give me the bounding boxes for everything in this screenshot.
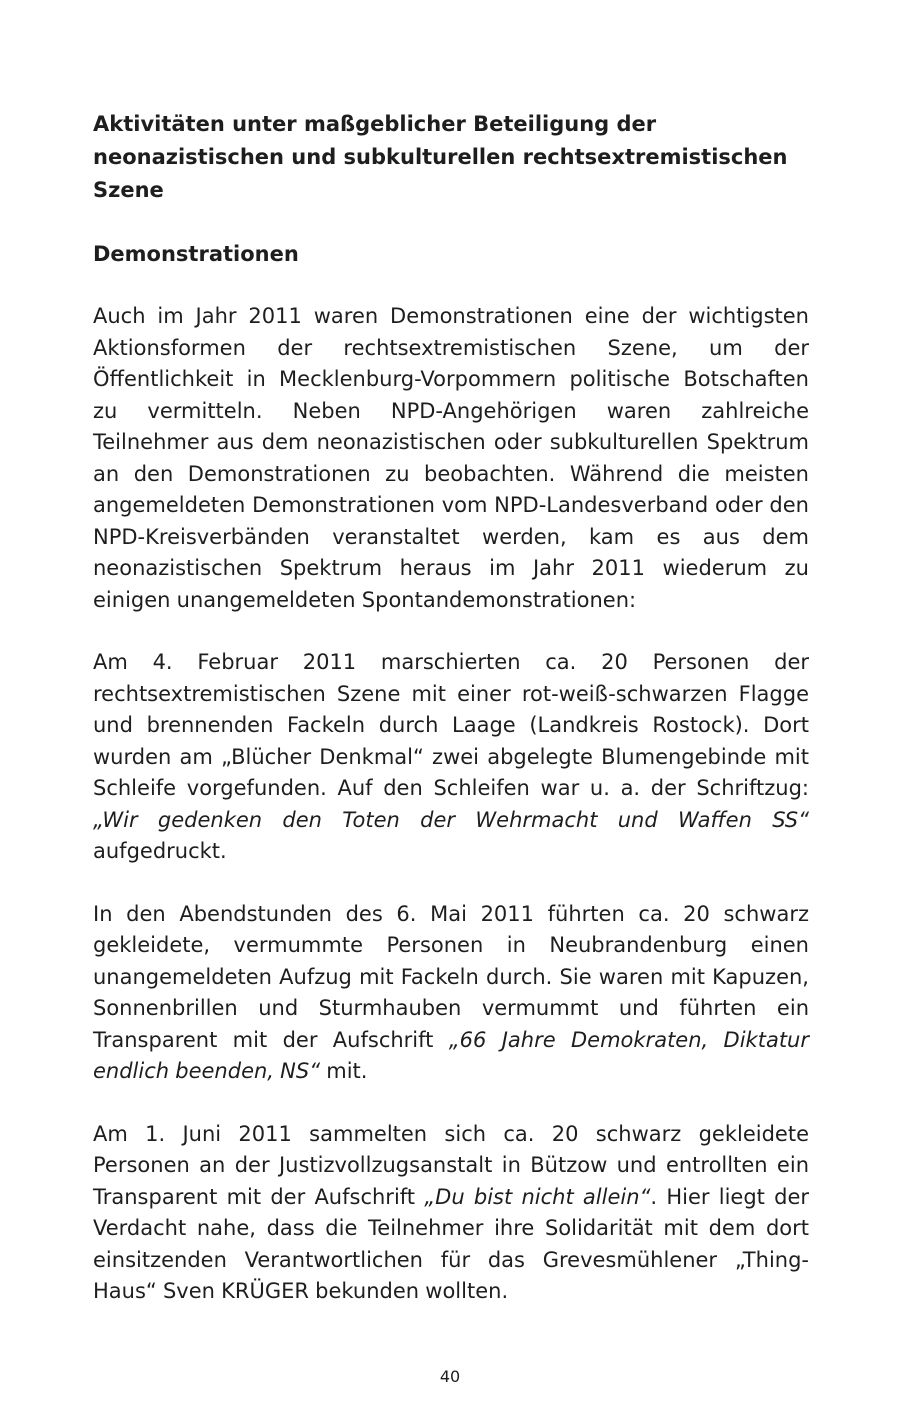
page-number: 40 (439, 1367, 461, 1386)
quote-text: „66 Jahre Demokraten, Diktatur endlich beenden, NS“ (93, 1027, 810, 1083)
paragraph-intro: Auch im Jahr 2011 waren Demonstrationen eine der wichtigsten Aktionsformen der rechtsextremistischen Szene, um der Öffentlichkeit in Mecklenburg-Vorpommern politische Botschaften zu vermitteln. Neben NPD-Angehörigen waren zahlreiche Teilnehmer aus dem neonazistischen oder subkulturellen Spektrum an den Demonstrationen zu beobachten. Während die meisten angemeldeten Demonstrationen vom NPD-Landesverband oder den NPD-Kreisverbänden veranstaltet werden, kam es aus dem neonazistischen Spektrum heraus im Jahr 2011 wiederum zu einigen unangemeldeten Spontandemonstrationen: (93, 304, 809, 612)
paragraph-buetzow (93, 1119, 809, 1308)
section-heading: Aktivitäten unter maßgeblicher Beteiligung der neonazistischen und subkulturellen rechtsextremistischen Szene (93, 112, 788, 202)
paragraph-text: Am 1. Juni 2011 sammelten sich ca. 20 schwarz gekleidete Personen an der Justizvollzugsanstalt in Bützow und entrollten ein Transparent mit der Aufschrift (93, 1121, 809, 1209)
paragraph-text: . Hier liegt der Verdacht nahe, dass die Teilnehmer ihre Solidarität mit dem dort einsitzenden Verantwortlichen für das Grevesmühlener „Thing-Haus“ Sven KRÜGER bekunden wollten. (93, 1184, 810, 1303)
paragraph-neubrandenburg (93, 899, 809, 1088)
paragraph-laage (93, 647, 809, 868)
page-content (93, 108, 809, 1308)
paragraph-text: aufgedruckt. (93, 839, 227, 863)
subsection-heading: Demonstrationen (93, 242, 299, 266)
paragraph-text: mit. (320, 1059, 368, 1083)
quote-text: „Wir gedenken den Toten der Wehrmacht und Waffen SS“ (93, 807, 809, 832)
quote-text: „Du bist nicht allein“ (424, 1184, 651, 1209)
paragraph-text: In den Abendstunden des 6. Mai 2011 führten ca. 20 schwarz gekleidete, vermummte Personen in Neubrandenburg einen unangemeldeten Aufzug mit Fackeln durch. Sie waren mit Kapuzen, Sonnenbrillen und Sturmhauben vermummt und führten ein Transparent mit der Aufschrift (93, 901, 809, 1052)
paragraph-text: Am 4. Februar 2011 marschierten ca. 20 Personen der rechtsextremistischen Szene mit einer rot-weiß-schwarzen Flagge und brennenden Fackeln durch Laage (Landkreis Rostock). Dort wurden am „Blücher Denkmal“ zwei abgelegte Blumengebinde mit Schleife vorgefunden. Auf den Schleifen war u. a. der Schriftzug: (93, 650, 809, 800)
